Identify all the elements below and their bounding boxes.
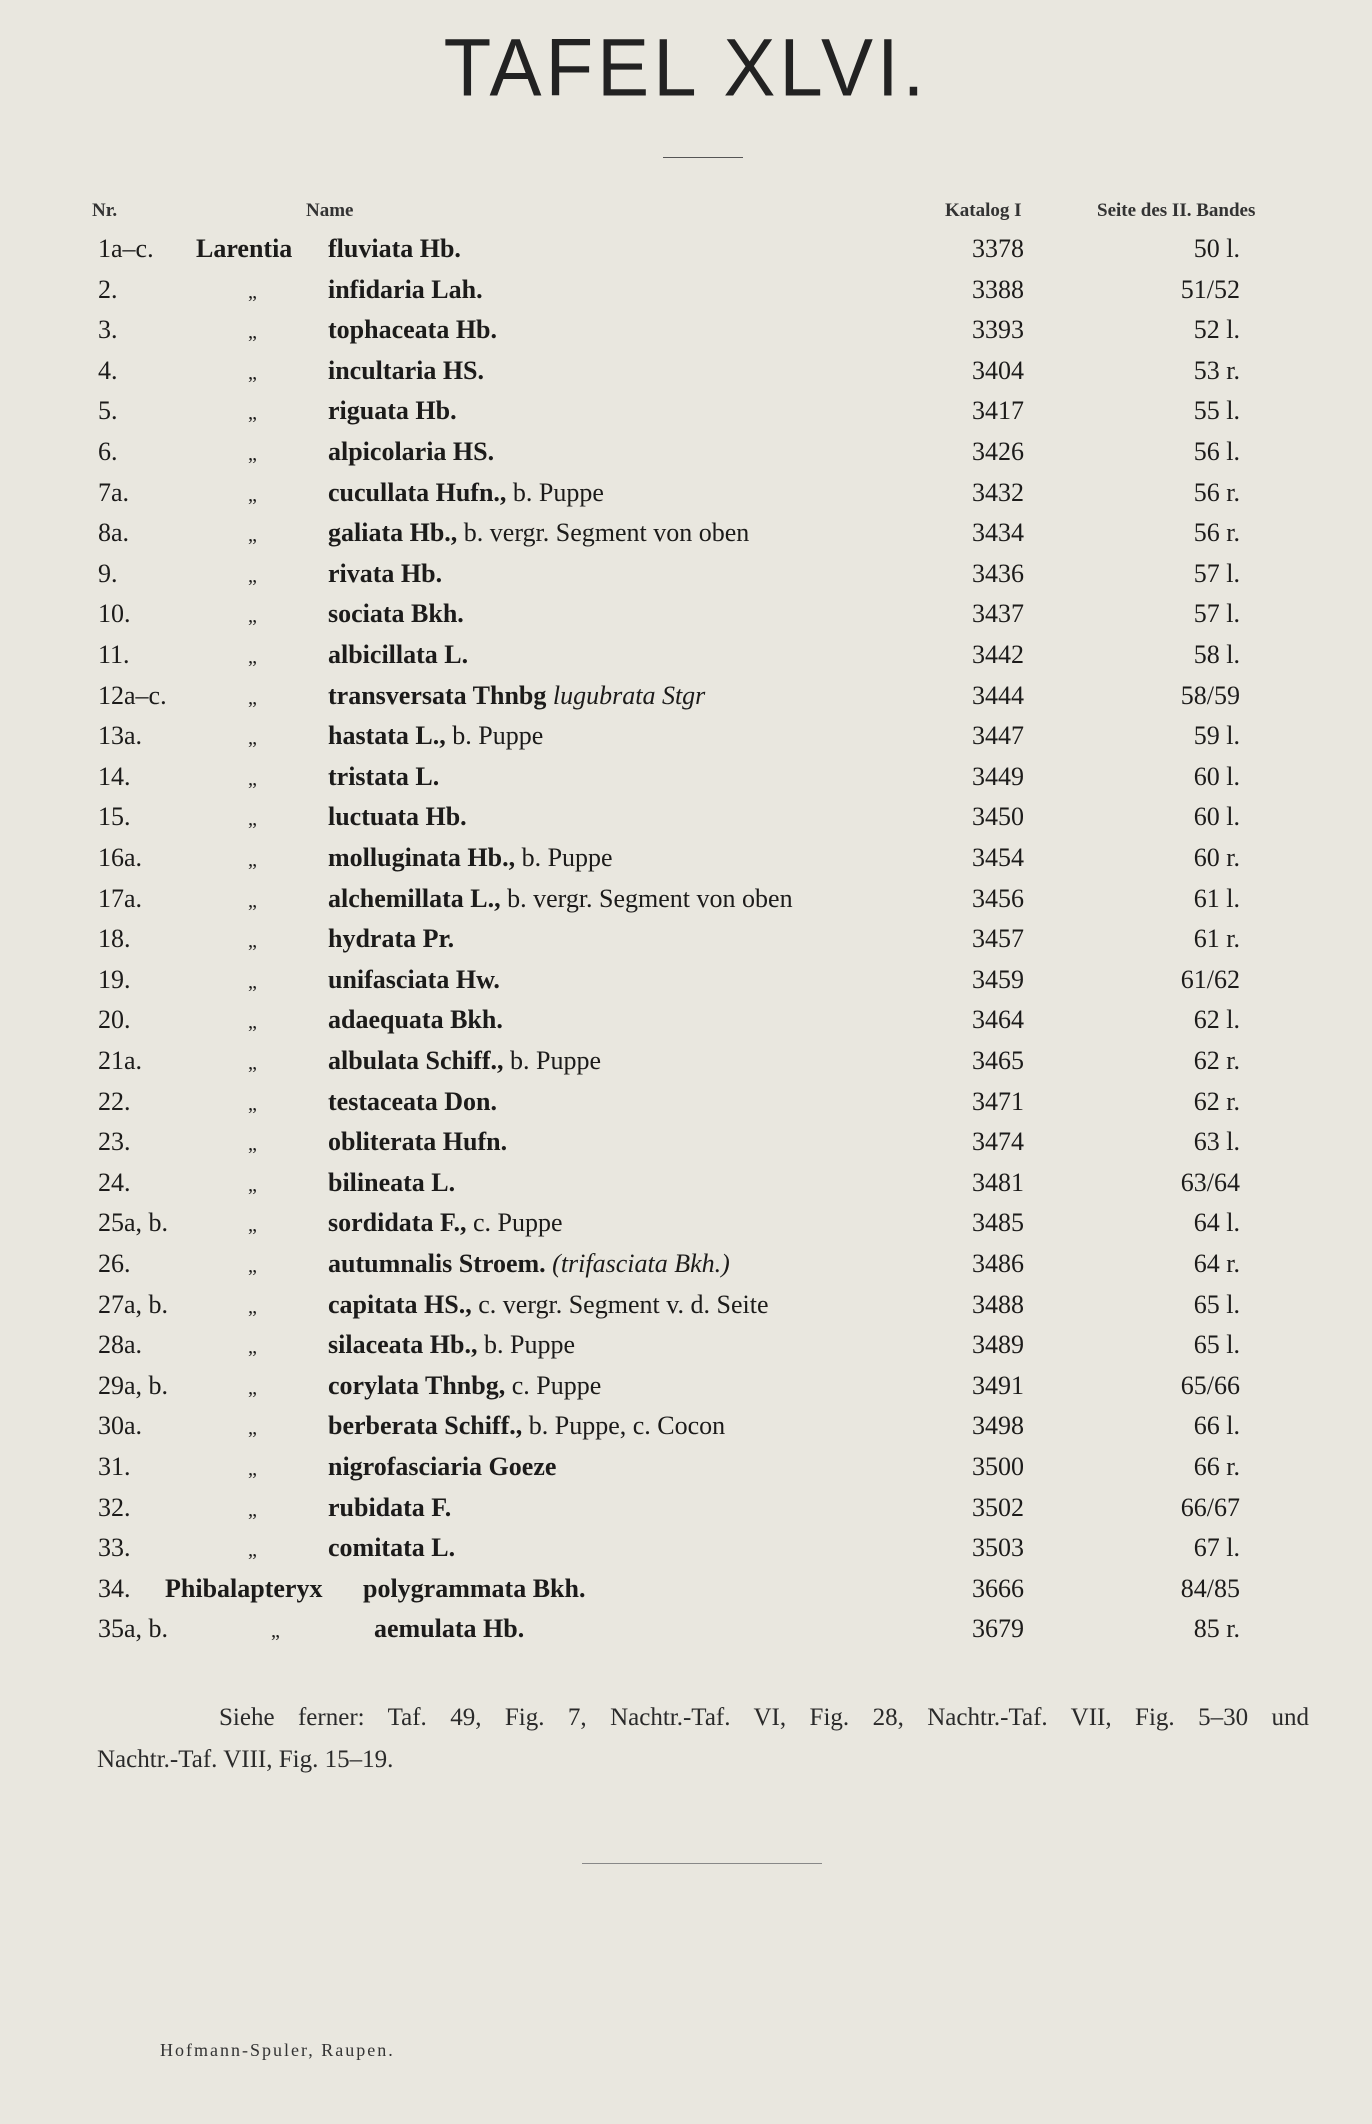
ditto-mark: „ bbox=[248, 767, 257, 790]
katalog-number: 3481 bbox=[972, 1167, 1024, 1197]
species-name-cell bbox=[328, 1533, 455, 1563]
species-note: b. Puppe, c. Cocon bbox=[528, 1411, 726, 1441]
species-name: berberata Schiff., bbox=[328, 1411, 523, 1441]
katalog-number: 3500 bbox=[972, 1452, 1024, 1481]
ditto-mark: „ bbox=[248, 1336, 257, 1359]
ditto-mark: „ bbox=[248, 564, 257, 587]
row-number: 13a. bbox=[98, 721, 143, 751]
row-number: 9. bbox=[98, 558, 118, 588]
species-name-cell bbox=[328, 1290, 769, 1320]
table-row bbox=[0, 1411, 1372, 1451]
page-footer: Hofmann-Spuler, Raupen. bbox=[160, 2040, 395, 2060]
species-name-cell bbox=[328, 559, 442, 589]
species-name-cell bbox=[328, 843, 613, 873]
katalog-number: 3437 bbox=[972, 599, 1024, 629]
row-number: 20. bbox=[98, 1005, 131, 1035]
katalog-number: 3426 bbox=[972, 437, 1024, 466]
species-name: transversata Thnbg bbox=[328, 680, 547, 710]
ditto-mark: „ bbox=[248, 1417, 257, 1440]
species-name-cell bbox=[328, 802, 467, 832]
species-name-cell bbox=[328, 640, 468, 670]
katalog-number: 3404 bbox=[972, 355, 1024, 385]
page-reference: 59 l. bbox=[1193, 721, 1240, 751]
table-row bbox=[0, 884, 1372, 924]
page-reference: 65/66 bbox=[1180, 1370, 1240, 1400]
katalog-number: 3393 bbox=[972, 315, 1024, 345]
row-number: 1a–c. bbox=[98, 234, 154, 263]
species-note: b. Puppe bbox=[512, 477, 604, 507]
species-synonym: (trifasciata Bkh.) bbox=[552, 1249, 730, 1278]
page-reference: 57 l. bbox=[1193, 558, 1240, 588]
species-name: polygrammata Bkh. bbox=[363, 1573, 586, 1603]
table-row bbox=[0, 1574, 1372, 1614]
katalog-number: 3666 bbox=[972, 1573, 1024, 1603]
ditto-mark: „ bbox=[248, 1052, 257, 1074]
species-name: comitata L. bbox=[328, 1533, 456, 1563]
ditto-mark: „ bbox=[248, 970, 257, 993]
ditto-mark: „ bbox=[248, 1295, 257, 1318]
species-name-cell bbox=[328, 721, 543, 751]
table-row bbox=[0, 437, 1372, 477]
katalog-number: 3434 bbox=[972, 518, 1024, 548]
species-name: sordidata F., bbox=[328, 1208, 467, 1238]
row-number: 24. bbox=[98, 1167, 131, 1197]
ditto-mark: „ bbox=[248, 1255, 257, 1277]
page-reference: 66/67 bbox=[1180, 1492, 1240, 1522]
row-number: 31. bbox=[98, 1452, 131, 1481]
ditto-mark: „ bbox=[248, 605, 257, 628]
species-name: infidaria Lah. bbox=[328, 274, 483, 304]
katalog-number: 3454 bbox=[972, 843, 1024, 872]
page-reference: 58/59 bbox=[1180, 680, 1240, 710]
table-row bbox=[0, 1614, 1372, 1654]
ditto-mark: „ bbox=[248, 930, 257, 953]
ditto-mark: „ bbox=[248, 524, 257, 547]
page-reference: 56 r. bbox=[1193, 518, 1240, 548]
species-name: molluginata Hb., bbox=[328, 843, 516, 872]
species-note: c. Puppe bbox=[511, 1370, 602, 1400]
page-reference: 53 r. bbox=[1193, 355, 1240, 385]
species-name-cell bbox=[328, 437, 494, 467]
page-reference: 61/62 bbox=[1180, 964, 1240, 994]
species-name-cell bbox=[328, 1127, 507, 1157]
katalog-number: 3498 bbox=[972, 1411, 1024, 1441]
species-name-cell bbox=[363, 1574, 585, 1604]
species-name-cell bbox=[328, 1452, 556, 1482]
page-reference: 62 r. bbox=[1193, 1086, 1240, 1116]
species-name-cell bbox=[328, 478, 604, 508]
species-name: cucullata Hufn., bbox=[328, 477, 507, 507]
species-name-cell bbox=[328, 518, 749, 548]
row-number: 35a, b. bbox=[98, 1614, 169, 1644]
katalog-number: 3474 bbox=[972, 1127, 1024, 1157]
katalog-number: 3502 bbox=[972, 1492, 1024, 1522]
row-number: 14. bbox=[98, 761, 131, 791]
ditto-mark: „ bbox=[248, 1376, 257, 1399]
species-name: alpicolaria HS. bbox=[328, 437, 495, 466]
genus-name: Phibalapteryx bbox=[165, 1573, 323, 1603]
table-row bbox=[0, 478, 1372, 518]
species-name-cell bbox=[328, 1493, 451, 1523]
species-note: b. Puppe bbox=[484, 1330, 575, 1360]
katalog-number: 3450 bbox=[972, 802, 1024, 832]
katalog-number: 3465 bbox=[972, 1046, 1024, 1075]
row-number: 4. bbox=[98, 355, 118, 385]
species-name-cell bbox=[328, 924, 454, 954]
row-number: 29a, b. bbox=[98, 1370, 169, 1400]
row-number: 6. bbox=[98, 437, 118, 466]
species-note: c. Puppe bbox=[472, 1208, 563, 1238]
page-reference: 57 l. bbox=[1193, 599, 1240, 629]
table-row bbox=[0, 518, 1372, 558]
ditto-mark: „ bbox=[248, 686, 257, 709]
species-name: adaequata Bkh. bbox=[328, 1005, 503, 1035]
row-number: 16a. bbox=[98, 843, 143, 872]
species-name: tristata L. bbox=[328, 761, 440, 791]
ditto-mark: „ bbox=[248, 402, 257, 425]
ditto-mark: „ bbox=[271, 1620, 280, 1643]
species-name: hastata L., bbox=[328, 721, 446, 751]
table-row bbox=[0, 234, 1372, 274]
table-row bbox=[0, 1208, 1372, 1248]
row-number: 10. bbox=[98, 599, 131, 629]
species-name: aemulata Hb. bbox=[374, 1614, 525, 1644]
species-name-cell bbox=[328, 762, 439, 792]
species-name: galiata Hb., bbox=[328, 518, 458, 548]
page-reference: 63 l. bbox=[1193, 1127, 1240, 1157]
row-number: 18. bbox=[98, 924, 131, 954]
table-row bbox=[0, 559, 1372, 599]
table-row bbox=[0, 762, 1372, 802]
ditto-mark: „ bbox=[248, 1539, 257, 1562]
katalog-number: 3464 bbox=[972, 1005, 1024, 1035]
row-number: 11. bbox=[98, 640, 130, 669]
table-row bbox=[0, 1087, 1372, 1127]
page-reference: 58 l. bbox=[1193, 640, 1240, 669]
table-row bbox=[0, 1127, 1372, 1167]
ditto-mark: „ bbox=[248, 1133, 257, 1156]
genus-name: Larentia bbox=[196, 234, 293, 263]
page-reference: 60 r. bbox=[1193, 843, 1240, 872]
species-name: bilineata L. bbox=[328, 1167, 456, 1197]
species-name: silaceata Hb., bbox=[328, 1330, 478, 1360]
header-seite: Seite des II. Bandes bbox=[1097, 200, 1256, 221]
katalog-number: 3459 bbox=[972, 964, 1024, 994]
ditto-mark: „ bbox=[248, 646, 257, 668]
table-row bbox=[0, 721, 1372, 761]
species-name: nigrofasciaria Goeze bbox=[328, 1452, 557, 1481]
katalog-number: 3449 bbox=[972, 761, 1024, 791]
species-name-cell bbox=[328, 234, 461, 264]
table-row bbox=[0, 1371, 1372, 1411]
table-row bbox=[0, 1005, 1372, 1045]
page-reference: 65 l. bbox=[1193, 1330, 1240, 1360]
species-name: albulata Schiff., bbox=[328, 1046, 504, 1075]
species-name: fluviata Hb. bbox=[328, 234, 461, 263]
page-reference: 63/64 bbox=[1180, 1167, 1240, 1197]
page-reference: 50 l. bbox=[1193, 234, 1240, 263]
species-name: rubidata F. bbox=[328, 1492, 452, 1522]
page-reference: 66 r. bbox=[1193, 1452, 1240, 1481]
species-name-cell bbox=[328, 1005, 503, 1035]
footnote-line-2: Nachtr.-Taf. VIII, Fig. 15–19. bbox=[97, 1746, 394, 1773]
header-katalog: Katalog I bbox=[945, 200, 1022, 221]
species-note: b. Puppe bbox=[521, 843, 613, 872]
table-row bbox=[0, 843, 1372, 883]
page-reference: 62 l. bbox=[1193, 1005, 1240, 1035]
species-name-cell bbox=[328, 275, 483, 305]
page-reference: 61 l. bbox=[1193, 883, 1240, 913]
ditto-mark: „ bbox=[248, 808, 257, 831]
table-row bbox=[0, 681, 1372, 721]
table-row bbox=[0, 1452, 1372, 1492]
page-reference: 64 l. bbox=[1193, 1208, 1240, 1238]
table-row bbox=[0, 1046, 1372, 1086]
row-number: 2. bbox=[98, 274, 118, 304]
row-number: 21a. bbox=[98, 1046, 143, 1075]
header-name: Name bbox=[306, 200, 354, 221]
table-row bbox=[0, 1533, 1372, 1573]
katalog-number: 3486 bbox=[972, 1249, 1024, 1278]
species-name-cell bbox=[328, 396, 457, 426]
table-row bbox=[0, 315, 1372, 355]
species-name: hydrata Pr. bbox=[328, 924, 455, 954]
species-name-cell bbox=[328, 1208, 563, 1238]
katalog-number: 3447 bbox=[972, 721, 1024, 751]
katalog-number: 3488 bbox=[972, 1289, 1024, 1319]
species-name: corylata Thnbg, bbox=[328, 1370, 506, 1400]
page-reference: 61 r. bbox=[1193, 924, 1240, 954]
row-number: 32. bbox=[98, 1492, 131, 1522]
katalog-number: 3388 bbox=[972, 274, 1024, 304]
species-note: b. Puppe bbox=[510, 1046, 602, 1075]
katalog-number: 3456 bbox=[972, 883, 1024, 913]
row-number: 25a, b. bbox=[98, 1208, 169, 1238]
row-number: 34. bbox=[98, 1573, 131, 1603]
table-row bbox=[0, 1493, 1372, 1533]
species-name: capitata HS., bbox=[328, 1289, 472, 1319]
katalog-number: 3679 bbox=[972, 1614, 1024, 1644]
katalog-number: 3485 bbox=[972, 1208, 1024, 1238]
page-reference: 84/85 bbox=[1180, 1573, 1240, 1603]
row-number: 33. bbox=[98, 1533, 131, 1563]
ditto-mark: „ bbox=[248, 443, 257, 465]
species-name-cell bbox=[328, 1371, 601, 1401]
title-divider bbox=[663, 157, 743, 158]
katalog-number: 3442 bbox=[972, 640, 1024, 669]
page-reference: 52 l. bbox=[1193, 315, 1240, 345]
row-number: 12a–c. bbox=[98, 680, 167, 710]
row-number: 5. bbox=[98, 396, 118, 426]
bottom-divider bbox=[582, 1863, 822, 1864]
species-name-cell bbox=[374, 1614, 524, 1644]
species-note: b. vergr. Segment von oben bbox=[507, 883, 793, 913]
ditto-mark: „ bbox=[248, 889, 257, 912]
row-number: 8a. bbox=[98, 518, 130, 548]
katalog-number: 3471 bbox=[972, 1086, 1024, 1116]
page-reference: 64 r. bbox=[1193, 1249, 1240, 1278]
species-name: rivata Hb. bbox=[328, 558, 443, 588]
katalog-number: 3417 bbox=[972, 396, 1024, 426]
page-reference: 60 l. bbox=[1193, 761, 1240, 791]
katalog-number: 3503 bbox=[972, 1533, 1024, 1563]
table-row bbox=[0, 924, 1372, 964]
row-number: 28a. bbox=[98, 1330, 143, 1360]
species-name: testaceata Don. bbox=[328, 1086, 497, 1116]
katalog-number: 3457 bbox=[972, 924, 1024, 954]
row-number: 30a. bbox=[98, 1411, 143, 1441]
footnote-line-1: Siehe ferner: Taf. 49, Fig. 7, Nachtr.-Taf. VI, Fig. 28, Nachtr.-Taf. VII, Fig. 5–30 und bbox=[219, 1704, 1309, 1731]
katalog-number: 3432 bbox=[972, 477, 1024, 507]
katalog-number: 3378 bbox=[972, 234, 1024, 263]
row-number: 19. bbox=[98, 964, 131, 994]
page-reference: 65 l. bbox=[1193, 1289, 1240, 1319]
row-number: 3. bbox=[98, 315, 118, 345]
ditto-mark: „ bbox=[248, 849, 257, 871]
ditto-mark: „ bbox=[248, 1011, 257, 1034]
katalog-number: 3491 bbox=[972, 1370, 1024, 1400]
species-name-cell bbox=[328, 965, 500, 995]
species-name: albicillata L. bbox=[328, 640, 469, 669]
row-number: 7a. bbox=[98, 477, 130, 507]
species-name-cell bbox=[328, 1168, 455, 1198]
ditto-mark: „ bbox=[248, 280, 257, 303]
table-row bbox=[0, 1168, 1372, 1208]
ditto-mark: „ bbox=[248, 1214, 257, 1237]
species-name-cell bbox=[328, 1087, 497, 1117]
ditto-mark: „ bbox=[248, 1173, 257, 1196]
species-name-cell bbox=[328, 1046, 601, 1076]
ditto-mark: „ bbox=[248, 1498, 257, 1521]
page-reference: 55 l. bbox=[1193, 396, 1240, 426]
katalog-number: 3489 bbox=[972, 1330, 1024, 1360]
table-row bbox=[0, 1249, 1372, 1289]
page-reference: 66 l. bbox=[1193, 1411, 1240, 1441]
species-note: c. vergr. Segment v. d. Seite bbox=[478, 1289, 769, 1319]
header-nr: Nr. bbox=[92, 200, 118, 221]
page-reference: 56 l. bbox=[1193, 437, 1240, 466]
ditto-mark: „ bbox=[248, 361, 257, 384]
species-name: tophaceata Hb. bbox=[328, 315, 497, 345]
row-number: 15. bbox=[98, 802, 131, 832]
species-name: luctuata Hb. bbox=[328, 802, 467, 832]
page-reference: 85 r. bbox=[1193, 1614, 1240, 1644]
ditto-mark: „ bbox=[248, 483, 257, 506]
species-name: obliterata Hufn. bbox=[328, 1127, 508, 1157]
species-name: riguata Hb. bbox=[328, 396, 457, 426]
katalog-number: 3436 bbox=[972, 558, 1024, 588]
page-reference: 51/52 bbox=[1180, 274, 1240, 304]
species-name: autumnalis Stroem. bbox=[328, 1249, 546, 1278]
species-note: b. vergr. Segment von oben bbox=[463, 518, 750, 548]
table-row bbox=[0, 640, 1372, 680]
table-row bbox=[0, 396, 1372, 436]
page-reference: 56 r. bbox=[1193, 477, 1240, 507]
ditto-mark: „ bbox=[248, 1092, 257, 1115]
table-row bbox=[0, 965, 1372, 1005]
species-name: unifasciata Hw. bbox=[328, 964, 500, 994]
species-name: incultaria HS. bbox=[328, 355, 485, 385]
ditto-mark: „ bbox=[248, 727, 257, 750]
table-row bbox=[0, 356, 1372, 396]
katalog-number: 3444 bbox=[972, 680, 1024, 710]
page-reference: 62 r. bbox=[1193, 1046, 1240, 1075]
species-name-cell bbox=[328, 315, 497, 345]
species-name-cell bbox=[328, 599, 464, 629]
species-name: alchemillata L., bbox=[328, 883, 501, 913]
table-row bbox=[0, 275, 1372, 315]
species-note: b. Puppe bbox=[452, 721, 544, 751]
row-number: 27a, b. bbox=[98, 1289, 169, 1319]
species-name-cell bbox=[328, 681, 705, 711]
row-number: 17a. bbox=[98, 883, 143, 913]
page-reference: 67 l. bbox=[1193, 1533, 1240, 1563]
table-row bbox=[0, 1290, 1372, 1330]
species-name-cell bbox=[328, 1330, 575, 1360]
ditto-mark: „ bbox=[248, 1458, 257, 1480]
species-synonym: lugubrata Stgr bbox=[552, 680, 706, 710]
row-number: 22. bbox=[98, 1086, 131, 1116]
species-name-cell bbox=[328, 1411, 725, 1441]
species-name-cell bbox=[328, 1249, 730, 1279]
table-row bbox=[0, 1330, 1372, 1370]
table-row bbox=[0, 802, 1372, 842]
species-name: sociata Bkh. bbox=[328, 599, 464, 629]
row-number: 26. bbox=[98, 1249, 131, 1278]
row-number: 23. bbox=[98, 1127, 131, 1157]
species-name-cell bbox=[328, 356, 484, 386]
page-reference: 60 l. bbox=[1193, 802, 1240, 832]
page-title: TAFEL XLVI. bbox=[443, 20, 929, 114]
species-name-cell bbox=[328, 884, 793, 914]
ditto-mark: „ bbox=[248, 321, 257, 344]
table-row bbox=[0, 599, 1372, 639]
